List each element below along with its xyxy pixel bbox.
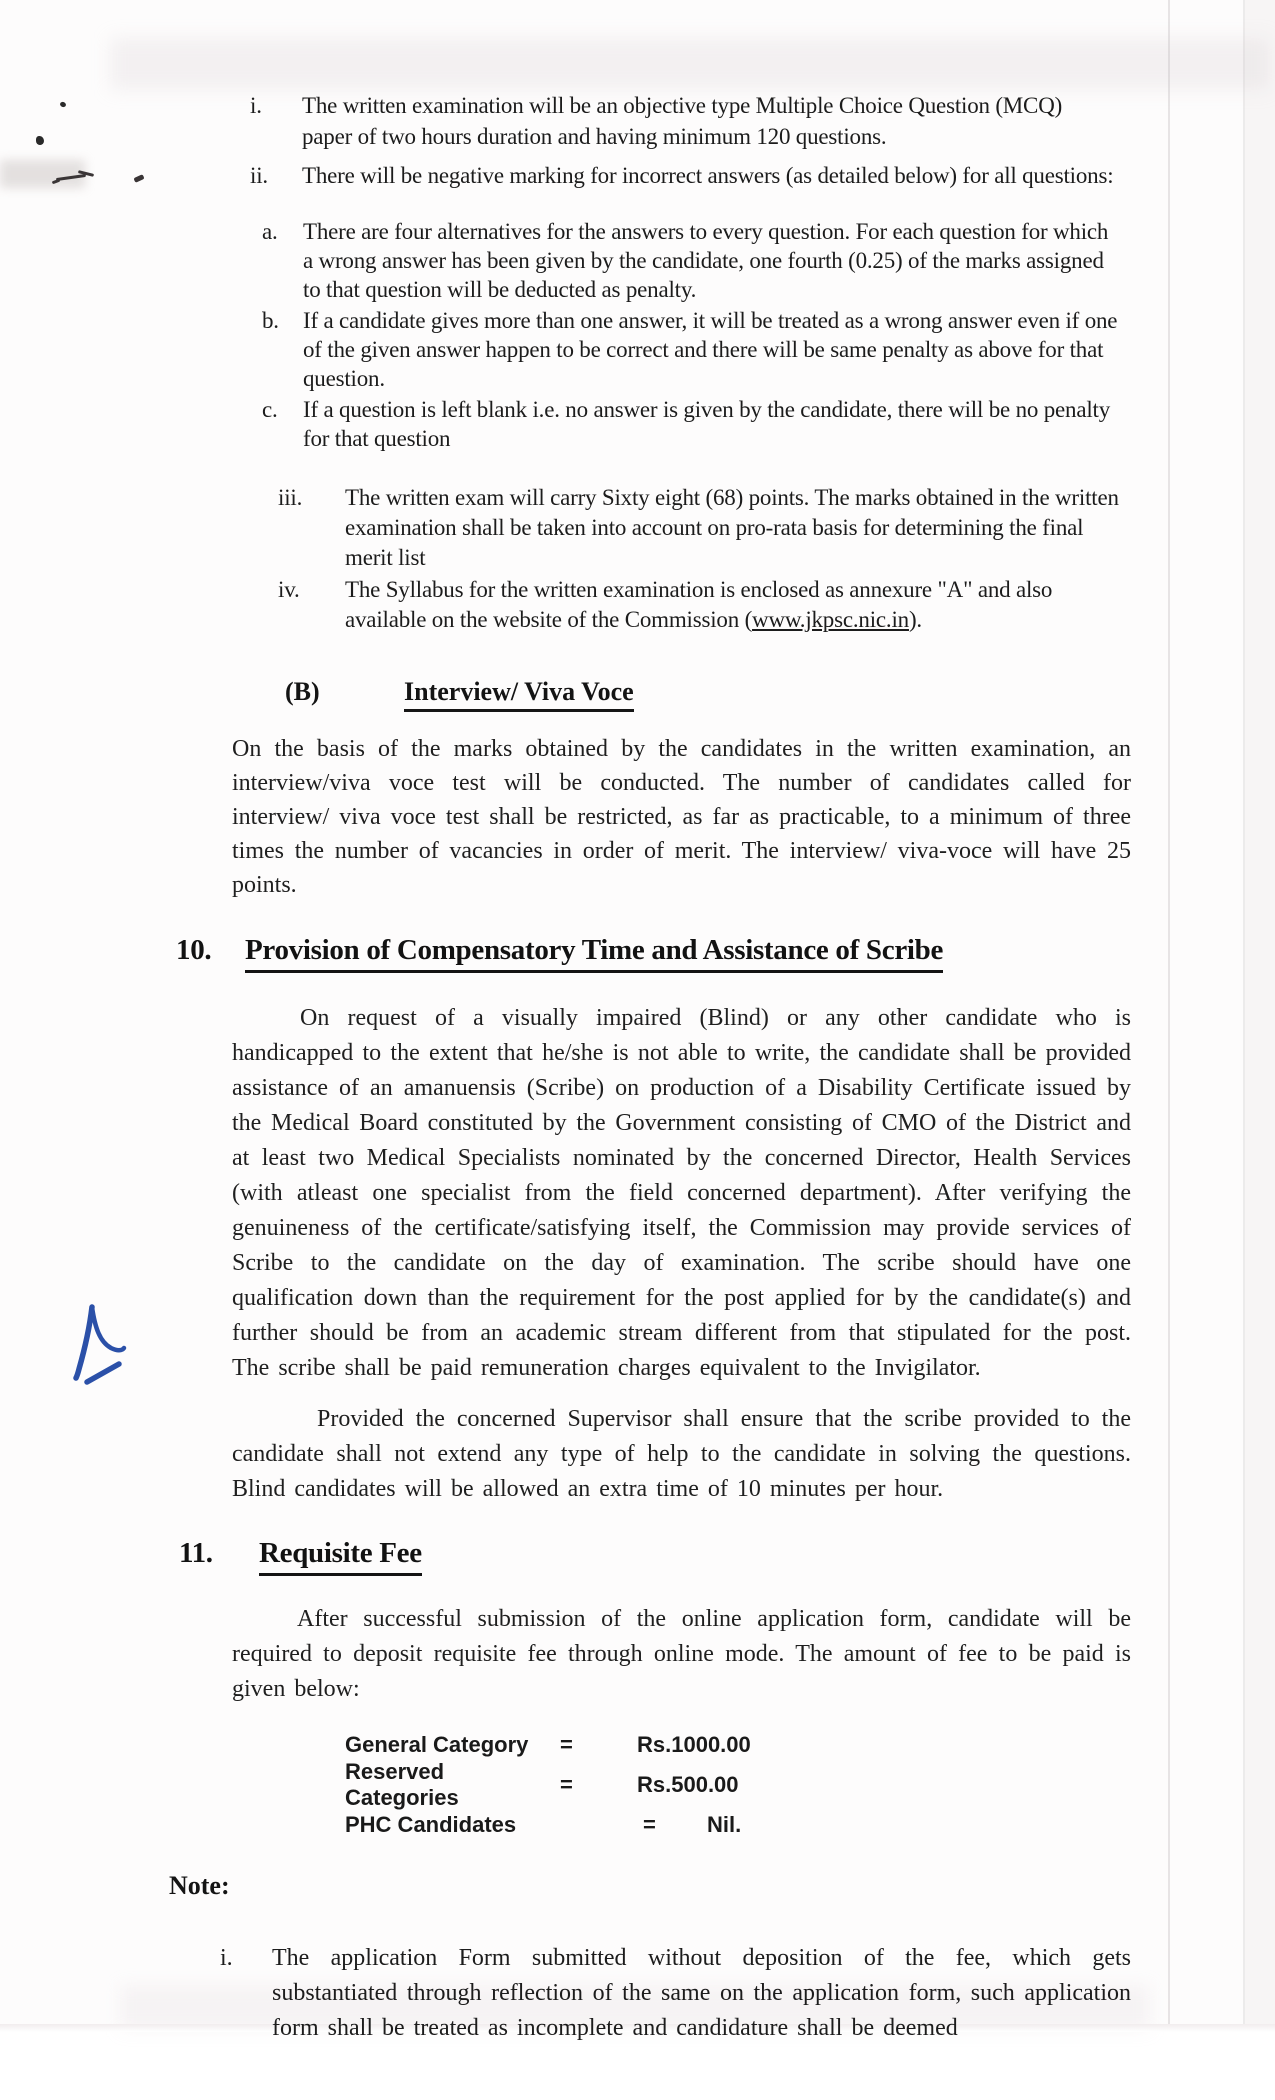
section-11-title: Requisite Fee: [259, 1537, 422, 1576]
section-11-number: 11.: [179, 1537, 213, 1569]
list-item-text: If a question is left blank i.e. no answer is given by the candidate, there will be no penalty for that question: [303, 397, 1111, 451]
list-marker: iii.: [278, 485, 303, 510]
fee-table: [345, 1725, 1131, 1845]
list-item-text: There will be negative marking for incorrect answers (as detailed below) for all questions:: [302, 163, 1114, 188]
fee-label: PHC Candidates: [345, 1812, 517, 1837]
list-marker: i.: [220, 1945, 233, 1971]
list-item: [262, 306, 1131, 393]
scribe-paragraph-2: Provided the concerned Supervisor shall ensure that the scribe provided to the candidate shall not extend any type of help to the candidate in solving the questions. Blind candidates will be allowed an extra time of 10 minutes per hour.: [232, 1406, 1131, 1502]
list-marker: ii.: [250, 163, 268, 188]
equals-sign: =: [560, 1732, 573, 1757]
roman-list-top: [250, 90, 1131, 191]
list-item: [220, 1941, 1131, 2046]
syllabus-text-after: ).: [908, 607, 922, 632]
section-10-heading: [176, 934, 1131, 973]
list-marker: a.: [262, 219, 278, 244]
fee-paragraph: After successful submission of the online application form, candidate will be required to deposit requisite fee through online mode. The amount of fee to be paid is given below:: [232, 1606, 1131, 1702]
list-item: [278, 575, 1131, 635]
list-item-text: The written exam will carry Sixty eight (68) points. The marks obtained in the written examination shall be taken into account on pro-rata basis for determining the final merit list: [345, 485, 1119, 570]
interview-paragraph: On the basis of the marks obtained by the candidates in the written examination, an interview/viva voce test will be conducted. The number of candidates called for interview/ viva voce test shall be restricted, as far as practicable, to a minimum of three times the number of vacancies in order of merit. The interview/ viva-voce will have 25 points.: [232, 736, 1131, 898]
list-item: [250, 160, 1131, 191]
fee-row-phc: [345, 1805, 1131, 1845]
list-item: [262, 395, 1131, 453]
fee-label: General Category: [345, 1732, 529, 1757]
fee-value: Rs.500.00: [637, 1772, 739, 1797]
list-item: [278, 483, 1131, 573]
fee-row-reserved: [345, 1759, 1131, 1810]
note-list: [220, 1941, 1131, 2046]
scribe-paragraph-1: On request of a visually impaired (Blind) or any other candidate who is handicapped to the extent that he/she is not able to write, the candidate shall be provided assistance of an amanuensis (Scribe) on production of a Disability Certificate issued by the Medical Board constituted by the Government consisting of CMO of the District and at least two Medical Specialists nominated by the concerned Director, Health Services (with atleast one specialist from the field concerned department). After verifying the genuineness of the certificate/satisfying itself, the Commission may provide services of Scribe to the candidate on the day of examination. The scribe should have one qualification down than the requirement for the post applied for by the candidate(s) and further should be from an academic stream different from that stipulated for the post. The scribe shall be paid remuneration charges equivalent to the Invigilator.: [232, 1005, 1131, 1381]
section-b-label: (B): [285, 677, 320, 706]
list-item: [250, 90, 1131, 152]
list-item-text: The written examination will be an objective type Multiple Choice Question (MCQ) paper of two hours duration and having minimum 120 questions.: [302, 93, 1063, 149]
list-marker: iv.: [278, 577, 300, 602]
list-item: [262, 217, 1131, 304]
syllabus-text-before: The Syllabus for the written examination is enclosed as annexure "A" and also available on the website of the Commission (: [345, 577, 1053, 632]
fee-label: Reserved Categories: [345, 1759, 459, 1810]
list-item-text: [345, 575, 1125, 635]
section-10-title: Provision of Compensatory Time and Assistance of Scribe: [245, 934, 943, 973]
equals-sign: =: [560, 1772, 573, 1797]
equals-sign: =: [643, 1812, 656, 1837]
list-marker: c.: [262, 397, 278, 422]
list-item-text: The application Form submitted without deposition of the fee, which gets substantiated through reflection of the same on the application form, such application form shall be treated as incomplete and candidature shall be deemed: [272, 1945, 1131, 2041]
roman-list-bottom: [278, 483, 1131, 635]
list-marker: i.: [250, 93, 262, 118]
section-b-heading: [285, 677, 1131, 712]
section-10-number: 10.: [176, 934, 212, 966]
list-item-text: There are four alternatives for the answers to every question. For each question for which a wrong answer has been given by the candidate, one fourth (0.25) of the marks assigned to that question will be deducted as penalty.: [303, 219, 1109, 302]
commission-website-link[interactable]: www.jkpsc.nic.in: [752, 607, 909, 632]
alpha-sublist: [262, 217, 1131, 453]
section-11-heading: [179, 1537, 1131, 1576]
section-b-title: Interview/ Viva Voce: [404, 677, 634, 712]
fee-value: Rs.1000.00: [637, 1732, 751, 1757]
fee-value: Nil.: [707, 1812, 742, 1837]
list-marker: b.: [262, 308, 279, 333]
note-label: Note:: [169, 1871, 230, 1900]
list-item-text: If a candidate gives more than one answer, it will be treated as a wrong answer even if one of the given answer happen to be correct and there will be same penalty as above for that question.: [303, 308, 1118, 391]
